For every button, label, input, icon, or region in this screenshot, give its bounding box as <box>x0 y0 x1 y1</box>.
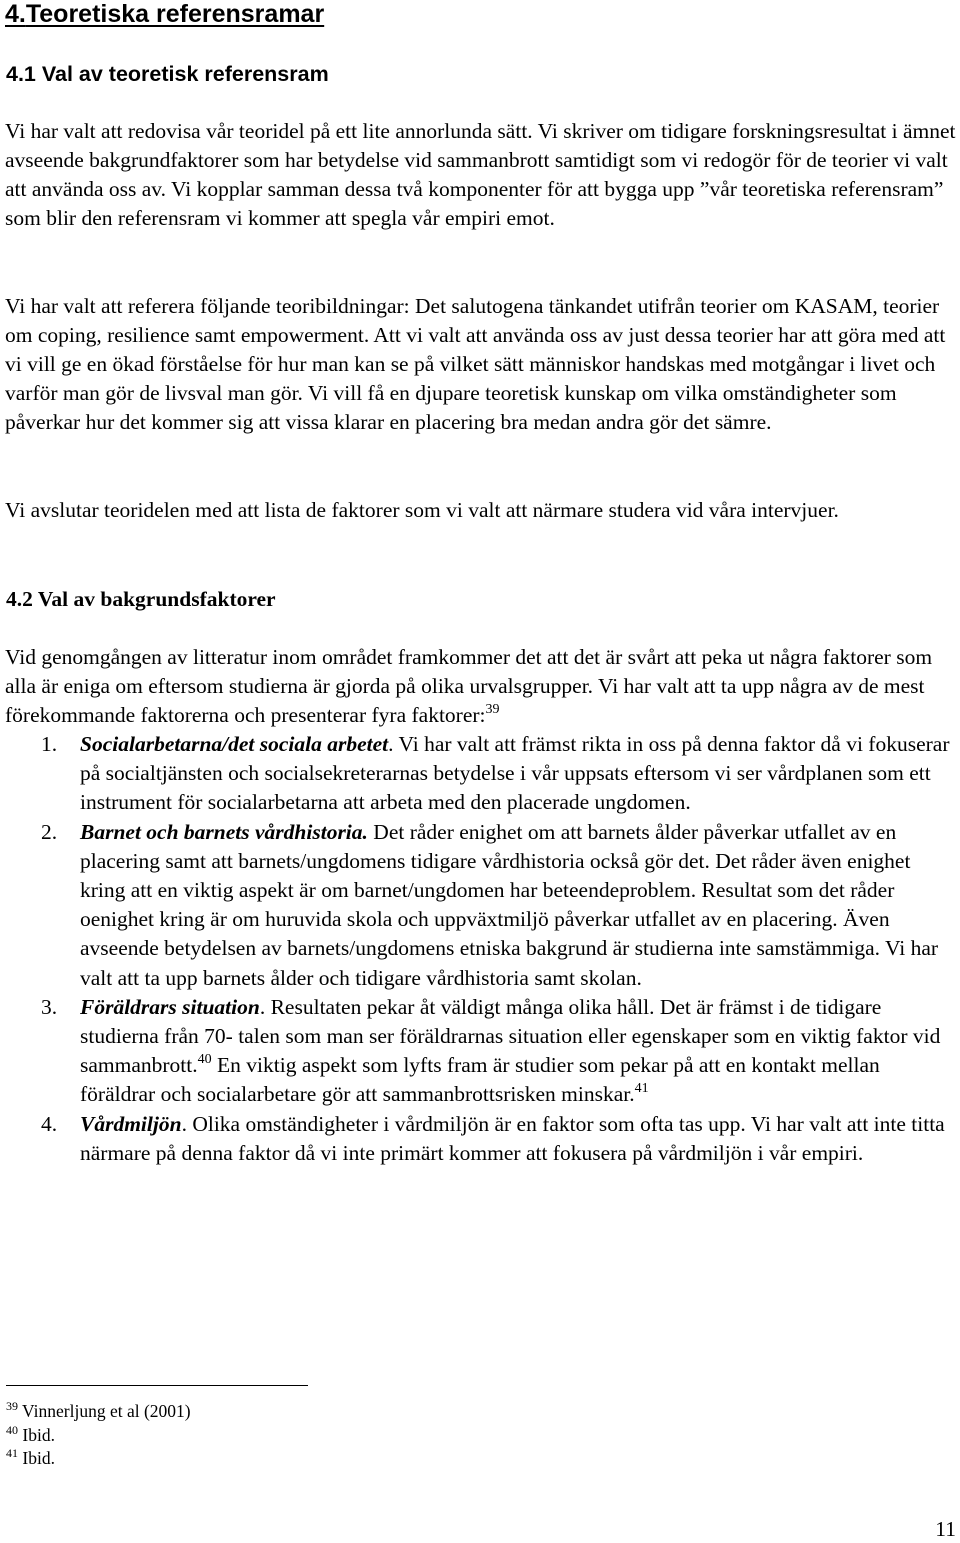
footnote-40 <box>6 1424 55 1446</box>
list-item-number: 1. <box>41 732 58 756</box>
footnote-ref-39[interactable]: 39 <box>485 702 500 717</box>
footnote-separator <box>6 1385 308 1386</box>
list-item-text-continued: En viktig aspekt som lyfts fram är studier som pekar på att en kontakt mellan föräldrar och socialarbetare gör att sammanbrottsrisken minskar. <box>80 1053 880 1107</box>
footnote-number: 40 <box>6 1423 18 1437</box>
factor-list <box>0 730 960 1168</box>
list-item-number: 2. <box>41 819 58 844</box>
list-item-text: . Vi har valt att främst rikta in oss på denna faktor då vi fokuserar på socialtjänsten och socialsekreterarnas betydelse i vår uppsats eftersom vi ser vårdplanen som ett instrument för socialarbetarna att arbeta med den placerade ungdomen. <box>80 732 950 815</box>
paragraph-2: Vi har valt att referera följande teoribildningar: Det salutogena tänkandet utifrån teorier om KASAM, teorier om coping, resilience samt empowerment. Att vi valt att använda oss av just dessa teorier har att göra med att vi vill ge en ökad förståelse för hur man kan se på vilket sätt människor handskas med motgångar i livet och varför man gör de livsval man gör. Vi vill få en djupare teoretisk kunskap om vilka omständigheter som påverkar hur det kommer sig att vissa klarar en placering bra medan andra gör det sämre. <box>5 294 946 434</box>
footnote-text: Ibid. <box>18 1425 55 1445</box>
footnote-ref-40[interactable]: 40 <box>197 1052 212 1068</box>
list-item-term: Vårdmiljön <box>80 1111 182 1136</box>
list-item-term: Föräldrars situation <box>80 994 260 1019</box>
footnote-41 <box>6 1447 55 1469</box>
list-item <box>0 993 960 1110</box>
section-heading-4-1: 4.1 Val av teoretisk referensram <box>6 62 329 86</box>
intro-text: Vid genomgången av litteratur inom området framkommer det att det är svårt att peka ut några faktorer som alla är eniga om eftersom studierna är gjorda på olika urvalsgrupper. Vi har valt att ta upp några av de mest förekommande faktorerna och presenterar fyra faktorer: <box>5 645 933 727</box>
list-item-text: Det råder enighet om att barnets ålder påverkar utfallet av en placering samt att barnets/ungdomens tidigare vårdhistoria också gör det. Det råder även enighet kring att en viktig aspekt är om barnet/ungdomen har beteendeproblem. Resultat som det råder oenighet kring är om huruvida skola och uppväxtmiljö påverkar utfallet av en placering. Även avseende betydelsen av barnets/ungdomens etniska bakgrund är studierna inte samstämmiga. Vi har valt att ta upp barnets ålder och tidigare vårdhistoria samt skolan. <box>80 819 939 990</box>
chapter-number: 4. <box>5 0 26 28</box>
list-item-text: . Olika omständigheter i vårdmiljön är en faktor som ofta tas upp. Vi har valt att inte titta närmare på denna faktor då vi inte primärt kommer att fokusera på vårdmiljön i vår empiri. <box>80 1111 945 1165</box>
list-item <box>0 1110 960 1168</box>
footnote-number: 41 <box>6 1446 18 1460</box>
list-item-number: 3. <box>41 994 58 1019</box>
footnote-text: Vinnerljung et al (2001) <box>18 1401 191 1421</box>
list-item-number: 4. <box>41 1111 58 1136</box>
page-number: 11 <box>935 1517 956 1541</box>
footnote-number: 39 <box>6 1399 18 1413</box>
section-heading-4-2: 4.2 Val av bakgrundsfaktorer <box>6 587 276 611</box>
list-item <box>0 818 960 993</box>
chapter-heading <box>5 0 324 30</box>
paragraph-3: Vi avslutar teoridelen med att lista de faktorer som vi valt att närmare studera vid våra intervjuer. <box>5 498 839 522</box>
footnote-39 <box>6 1400 191 1422</box>
list-item-term: Barnet och barnets vårdhistoria. <box>80 819 368 844</box>
paragraph-intro-factors <box>5 643 960 730</box>
footnote-ref-41[interactable]: 41 <box>634 1081 649 1097</box>
list-item-text: . Resultaten pekar åt väldigt många olika håll. Det är främst i de tidigare studierna från 70- talen som man ser föräldrarnas situation eller egenskaper som en viktig faktor vid sammanbrott. <box>80 994 941 1078</box>
footnote-text: Ibid. <box>18 1448 55 1468</box>
list-item <box>0 730 960 818</box>
list-item-term: Socialarbetarna/det sociala arbetet <box>80 732 389 756</box>
paragraph-1: Vi har valt att redovisa vår teoridel på ett lite annorlunda sätt. Vi skriver om tidigare forskningsresultat i ämnet avseende bakgrundfaktorer som har betydelse vid sammanbrott samtidigt som vi redogör för de teorier vi valt att använda oss av. Vi kopplar samman dessa två komponenter för att bygga upp ”vår teoretiska referensram” som blir den referensram vi kommer att spegla vår empiri emot. <box>5 119 956 230</box>
chapter-title: Teoretiska referensramar <box>25 0 325 28</box>
